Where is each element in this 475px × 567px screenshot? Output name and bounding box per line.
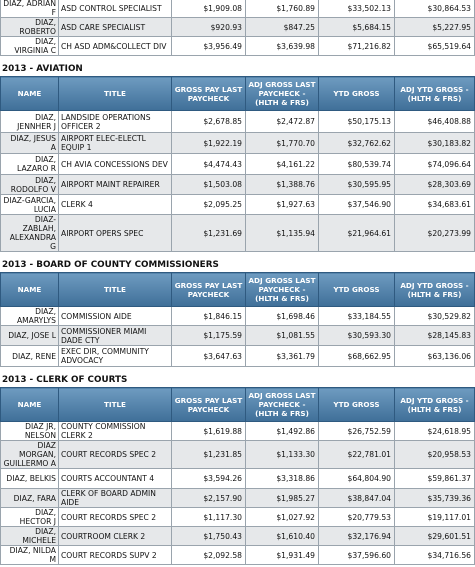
cell-ytd: $80,539.74 xyxy=(319,154,395,175)
cell-adj-ytd: $30,529.82 xyxy=(395,307,475,326)
cell-title: AIRPORT MAINT REPAIRER xyxy=(59,175,172,195)
cell-name: DIAZ-ZABLAH, ALEXANDRA G xyxy=(1,215,59,252)
cell-adj-last: $847.25 xyxy=(246,18,319,37)
table-row xyxy=(1,346,475,367)
payroll-table xyxy=(0,387,475,565)
cell-title: CLERK 4 xyxy=(59,195,172,215)
cell-gross-last: $4,474.43 xyxy=(172,154,246,175)
cell-name: DIAZ, ROBERTO xyxy=(1,18,59,37)
cell-name: DIAZ, HECTOR J xyxy=(1,508,59,527)
cell-adj-ytd: $63,136.06 xyxy=(395,346,475,367)
table-row xyxy=(1,469,475,489)
cell-title: EXEC DIR, COMMUNITY ADVOCACY xyxy=(59,346,172,367)
cell-title: AIRPORT OPERS SPEC xyxy=(59,215,172,252)
cell-name: DIAZ, VIRGINIA C xyxy=(1,37,59,56)
header-adj-last: ADJ GROSS LAST PAYCHECK - (HLTH & FRS) xyxy=(246,388,319,422)
section-title: 2013 - AVIATION xyxy=(0,56,474,76)
cell-adj-last: $1,492.86 xyxy=(246,422,319,441)
cell-ytd: $37,596.60 xyxy=(319,546,395,565)
cell-gross-last: $1,922.19 xyxy=(172,133,246,154)
cell-title: COMMISSION AIDE xyxy=(59,307,172,326)
cell-name: DIAZ, BELKIS xyxy=(1,469,59,489)
cell-ytd: $38,847.04 xyxy=(319,489,395,508)
cell-ytd: $32,176.94 xyxy=(319,527,395,546)
cell-gross-last: $2,092.58 xyxy=(172,546,246,565)
cell-name: DIAZ-GARCIA, LUCIA xyxy=(1,195,59,215)
cell-name: DIAZ, JOSE L xyxy=(1,326,59,346)
cell-title: CLERK OF BOARD ADMIN AIDE xyxy=(59,489,172,508)
cell-gross-last: $2,678.85 xyxy=(172,111,246,133)
cell-adj-last: $3,318.86 xyxy=(246,469,319,489)
header-name: NAME xyxy=(1,273,59,307)
cell-adj-ytd: $59,861.37 xyxy=(395,469,475,489)
table-row xyxy=(1,215,475,252)
cell-adj-ytd: $30,183.82 xyxy=(395,133,475,154)
header-adj-ytd: ADJ YTD GROSS - (HLTH & FRS) xyxy=(395,388,475,422)
cell-title: CH AVIA CONCESSIONS DEV xyxy=(59,154,172,175)
cell-title: LANDSIDE OPERATIONS OFFICER 2 xyxy=(59,111,172,133)
cell-adj-last: $1,770.70 xyxy=(246,133,319,154)
table-row xyxy=(1,326,475,346)
header-title: TITLE xyxy=(59,77,172,111)
header-name: NAME xyxy=(1,77,59,111)
header-ytd: YTD GROSS xyxy=(319,273,395,307)
header-ytd: YTD GROSS xyxy=(319,77,395,111)
cell-title: AIRPORT ELEC-ELECTL EQUIP 1 xyxy=(59,133,172,154)
continued-table xyxy=(0,0,475,56)
cell-ytd: $64,804.90 xyxy=(319,469,395,489)
cell-adj-last: $2,472.87 xyxy=(246,111,319,133)
cell-name: DIAZ, ADRIAN F xyxy=(1,0,59,18)
cell-name: DIAZ JR, NELSON xyxy=(1,422,59,441)
header-gross-last: GROSS PAY LAST PAYCHECK xyxy=(172,273,246,307)
table-row xyxy=(1,133,475,154)
cell-adj-last: $1,027.92 xyxy=(246,508,319,527)
cell-adj-ytd: $34,716.56 xyxy=(395,546,475,565)
cell-adj-ytd: $24,618.95 xyxy=(395,422,475,441)
cell-name: DIAZ, MICHELE xyxy=(1,527,59,546)
cell-ytd: $5,684.15 xyxy=(319,18,395,37)
table-row xyxy=(1,422,475,441)
cell-gross-last: $1,231.69 xyxy=(172,215,246,252)
cell-gross-last: $1,503.08 xyxy=(172,175,246,195)
cell-gross-last: $1,909.08 xyxy=(172,0,246,18)
cell-gross-last: $2,157.90 xyxy=(172,489,246,508)
table-row xyxy=(1,37,475,56)
cell-name: DIAZ, RENE xyxy=(1,346,59,367)
cell-title: CH ASD ADM&COLLECT DIV xyxy=(59,37,172,56)
continued-table-body xyxy=(1,0,475,56)
cell-title: COURT RECORDS SPEC 2 xyxy=(59,441,172,469)
header-name: NAME xyxy=(1,388,59,422)
cell-title: COURT RECORDS SUPV 2 xyxy=(59,546,172,565)
sections-container xyxy=(0,56,474,565)
cell-adj-last: $1,135.94 xyxy=(246,215,319,252)
cell-adj-ytd: $19,117.01 xyxy=(395,508,475,527)
cell-name: DIAZ, NILDA M xyxy=(1,546,59,565)
cell-adj-last: $1,760.89 xyxy=(246,0,319,18)
cell-title: ASD CONTROL SPECIALIST xyxy=(59,0,172,18)
cell-ytd: $33,184.55 xyxy=(319,307,395,326)
cell-adj-ytd: $34,683.61 xyxy=(395,195,475,215)
cell-ytd: $21,964.61 xyxy=(319,215,395,252)
cell-adj-last: $3,639.98 xyxy=(246,37,319,56)
cell-gross-last: $3,594.26 xyxy=(172,469,246,489)
header-adj-last: ADJ GROSS LAST PAYCHECK - (HLTH & FRS) xyxy=(246,273,319,307)
table-row xyxy=(1,175,475,195)
cell-gross-last: $1,175.59 xyxy=(172,326,246,346)
cell-adj-last: $4,161.22 xyxy=(246,154,319,175)
cell-adj-ytd: $20,958.53 xyxy=(395,441,475,469)
header-adj-ytd: ADJ YTD GROSS - (HLTH & FRS) xyxy=(395,77,475,111)
cell-name: DIAZ, LAZARO R xyxy=(1,154,59,175)
cell-adj-ytd: $29,601.51 xyxy=(395,527,475,546)
cell-adj-last: $1,985.27 xyxy=(246,489,319,508)
payroll-table xyxy=(0,272,475,367)
cell-adj-last: $1,698.46 xyxy=(246,307,319,326)
table-row xyxy=(1,441,475,469)
cell-gross-last: $1,117.30 xyxy=(172,508,246,527)
cell-name: DIAZ, AMARYLYS xyxy=(1,307,59,326)
cell-gross-last: $1,750.43 xyxy=(172,527,246,546)
header-adj-ytd: ADJ YTD GROSS - (HLTH & FRS) xyxy=(395,273,475,307)
header-adj-last: ADJ GROSS LAST PAYCHECK - (HLTH & FRS) xyxy=(246,77,319,111)
cell-title: COURTS ACCOUNTANT 4 xyxy=(59,469,172,489)
department-section xyxy=(0,367,474,565)
department-section xyxy=(0,252,474,367)
cell-title: COUNTY COMMISSION CLERK 2 xyxy=(59,422,172,441)
table-row xyxy=(1,546,475,565)
header-title: TITLE xyxy=(59,388,172,422)
table-header-row xyxy=(1,273,475,307)
department-section xyxy=(0,56,474,252)
cell-adj-ytd: $46,408.88 xyxy=(395,111,475,133)
cell-adj-ytd: $74,096.64 xyxy=(395,154,475,175)
table-row xyxy=(1,154,475,175)
cell-gross-last: $920.93 xyxy=(172,18,246,37)
cell-ytd: $37,546.90 xyxy=(319,195,395,215)
cell-name: DIAZ, RODOLFO V xyxy=(1,175,59,195)
cell-gross-last: $1,846.15 xyxy=(172,307,246,326)
cell-adj-last: $1,133.30 xyxy=(246,441,319,469)
cell-ytd: $26,752.59 xyxy=(319,422,395,441)
cell-title: COURT RECORDS SPEC 2 xyxy=(59,508,172,527)
table-header-row xyxy=(1,388,475,422)
section-title: 2013 - BOARD OF COUNTY COMMISSIONERS xyxy=(0,252,474,272)
cell-ytd: $20,779.53 xyxy=(319,508,395,527)
cell-ytd: $68,662.95 xyxy=(319,346,395,367)
cell-adj-last: $1,081.55 xyxy=(246,326,319,346)
cell-adj-last: $1,931.49 xyxy=(246,546,319,565)
header-gross-last: GROSS PAY LAST PAYCHECK xyxy=(172,77,246,111)
table-row xyxy=(1,508,475,527)
header-title: TITLE xyxy=(59,273,172,307)
cell-adj-ytd: $28,145.83 xyxy=(395,326,475,346)
table-header-row xyxy=(1,77,475,111)
cell-adj-ytd: $28,303.69 xyxy=(395,175,475,195)
payroll-table xyxy=(0,76,475,252)
cell-name: DIAZ, FARA xyxy=(1,489,59,508)
cell-ytd: $30,595.95 xyxy=(319,175,395,195)
cell-adj-ytd: $5,227.95 xyxy=(395,18,475,37)
table-row xyxy=(1,527,475,546)
cell-adj-last: $3,361.79 xyxy=(246,346,319,367)
header-gross-last: GROSS PAY LAST PAYCHECK xyxy=(172,388,246,422)
cell-gross-last: $1,231.85 xyxy=(172,441,246,469)
cell-gross-last: $3,647.63 xyxy=(172,346,246,367)
cell-adj-last: $1,610.40 xyxy=(246,527,319,546)
table-row xyxy=(1,489,475,508)
cell-ytd: $32,762.62 xyxy=(319,133,395,154)
cell-name: DIAZ MORGAN, GUILLERMO A xyxy=(1,441,59,469)
cell-adj-last: $1,927.63 xyxy=(246,195,319,215)
cell-title: COMMISSIONER MIAMI DADE CTY xyxy=(59,326,172,346)
header-ytd: YTD GROSS xyxy=(319,388,395,422)
table-row xyxy=(1,111,475,133)
cell-title: COURTROOM CLERK 2 xyxy=(59,527,172,546)
cell-gross-last: $1,619.88 xyxy=(172,422,246,441)
table-row xyxy=(1,0,475,18)
cell-ytd: $22,781.01 xyxy=(319,441,395,469)
cell-name: DIAZ, JESUS A xyxy=(1,133,59,154)
cell-adj-last: $1,388.76 xyxy=(246,175,319,195)
cell-ytd: $30,593.30 xyxy=(319,326,395,346)
table-row xyxy=(1,195,475,215)
cell-adj-ytd: $35,739.36 xyxy=(395,489,475,508)
section-title: 2013 - CLERK OF COURTS xyxy=(0,367,474,387)
cell-gross-last: $2,095.25 xyxy=(172,195,246,215)
cell-adj-ytd: $30,864.53 xyxy=(395,0,475,18)
cell-ytd: $33,502.13 xyxy=(319,0,395,18)
cell-name: DIAZ, JENNHER J xyxy=(1,111,59,133)
table-row xyxy=(1,18,475,37)
cell-gross-last: $3,956.49 xyxy=(172,37,246,56)
cell-ytd: $71,216.82 xyxy=(319,37,395,56)
table-row xyxy=(1,307,475,326)
cell-adj-ytd: $20,273.99 xyxy=(395,215,475,252)
cell-title: ASD CARE SPECIALIST xyxy=(59,18,172,37)
cell-adj-ytd: $65,519.64 xyxy=(395,37,475,56)
cell-ytd: $50,175.13 xyxy=(319,111,395,133)
